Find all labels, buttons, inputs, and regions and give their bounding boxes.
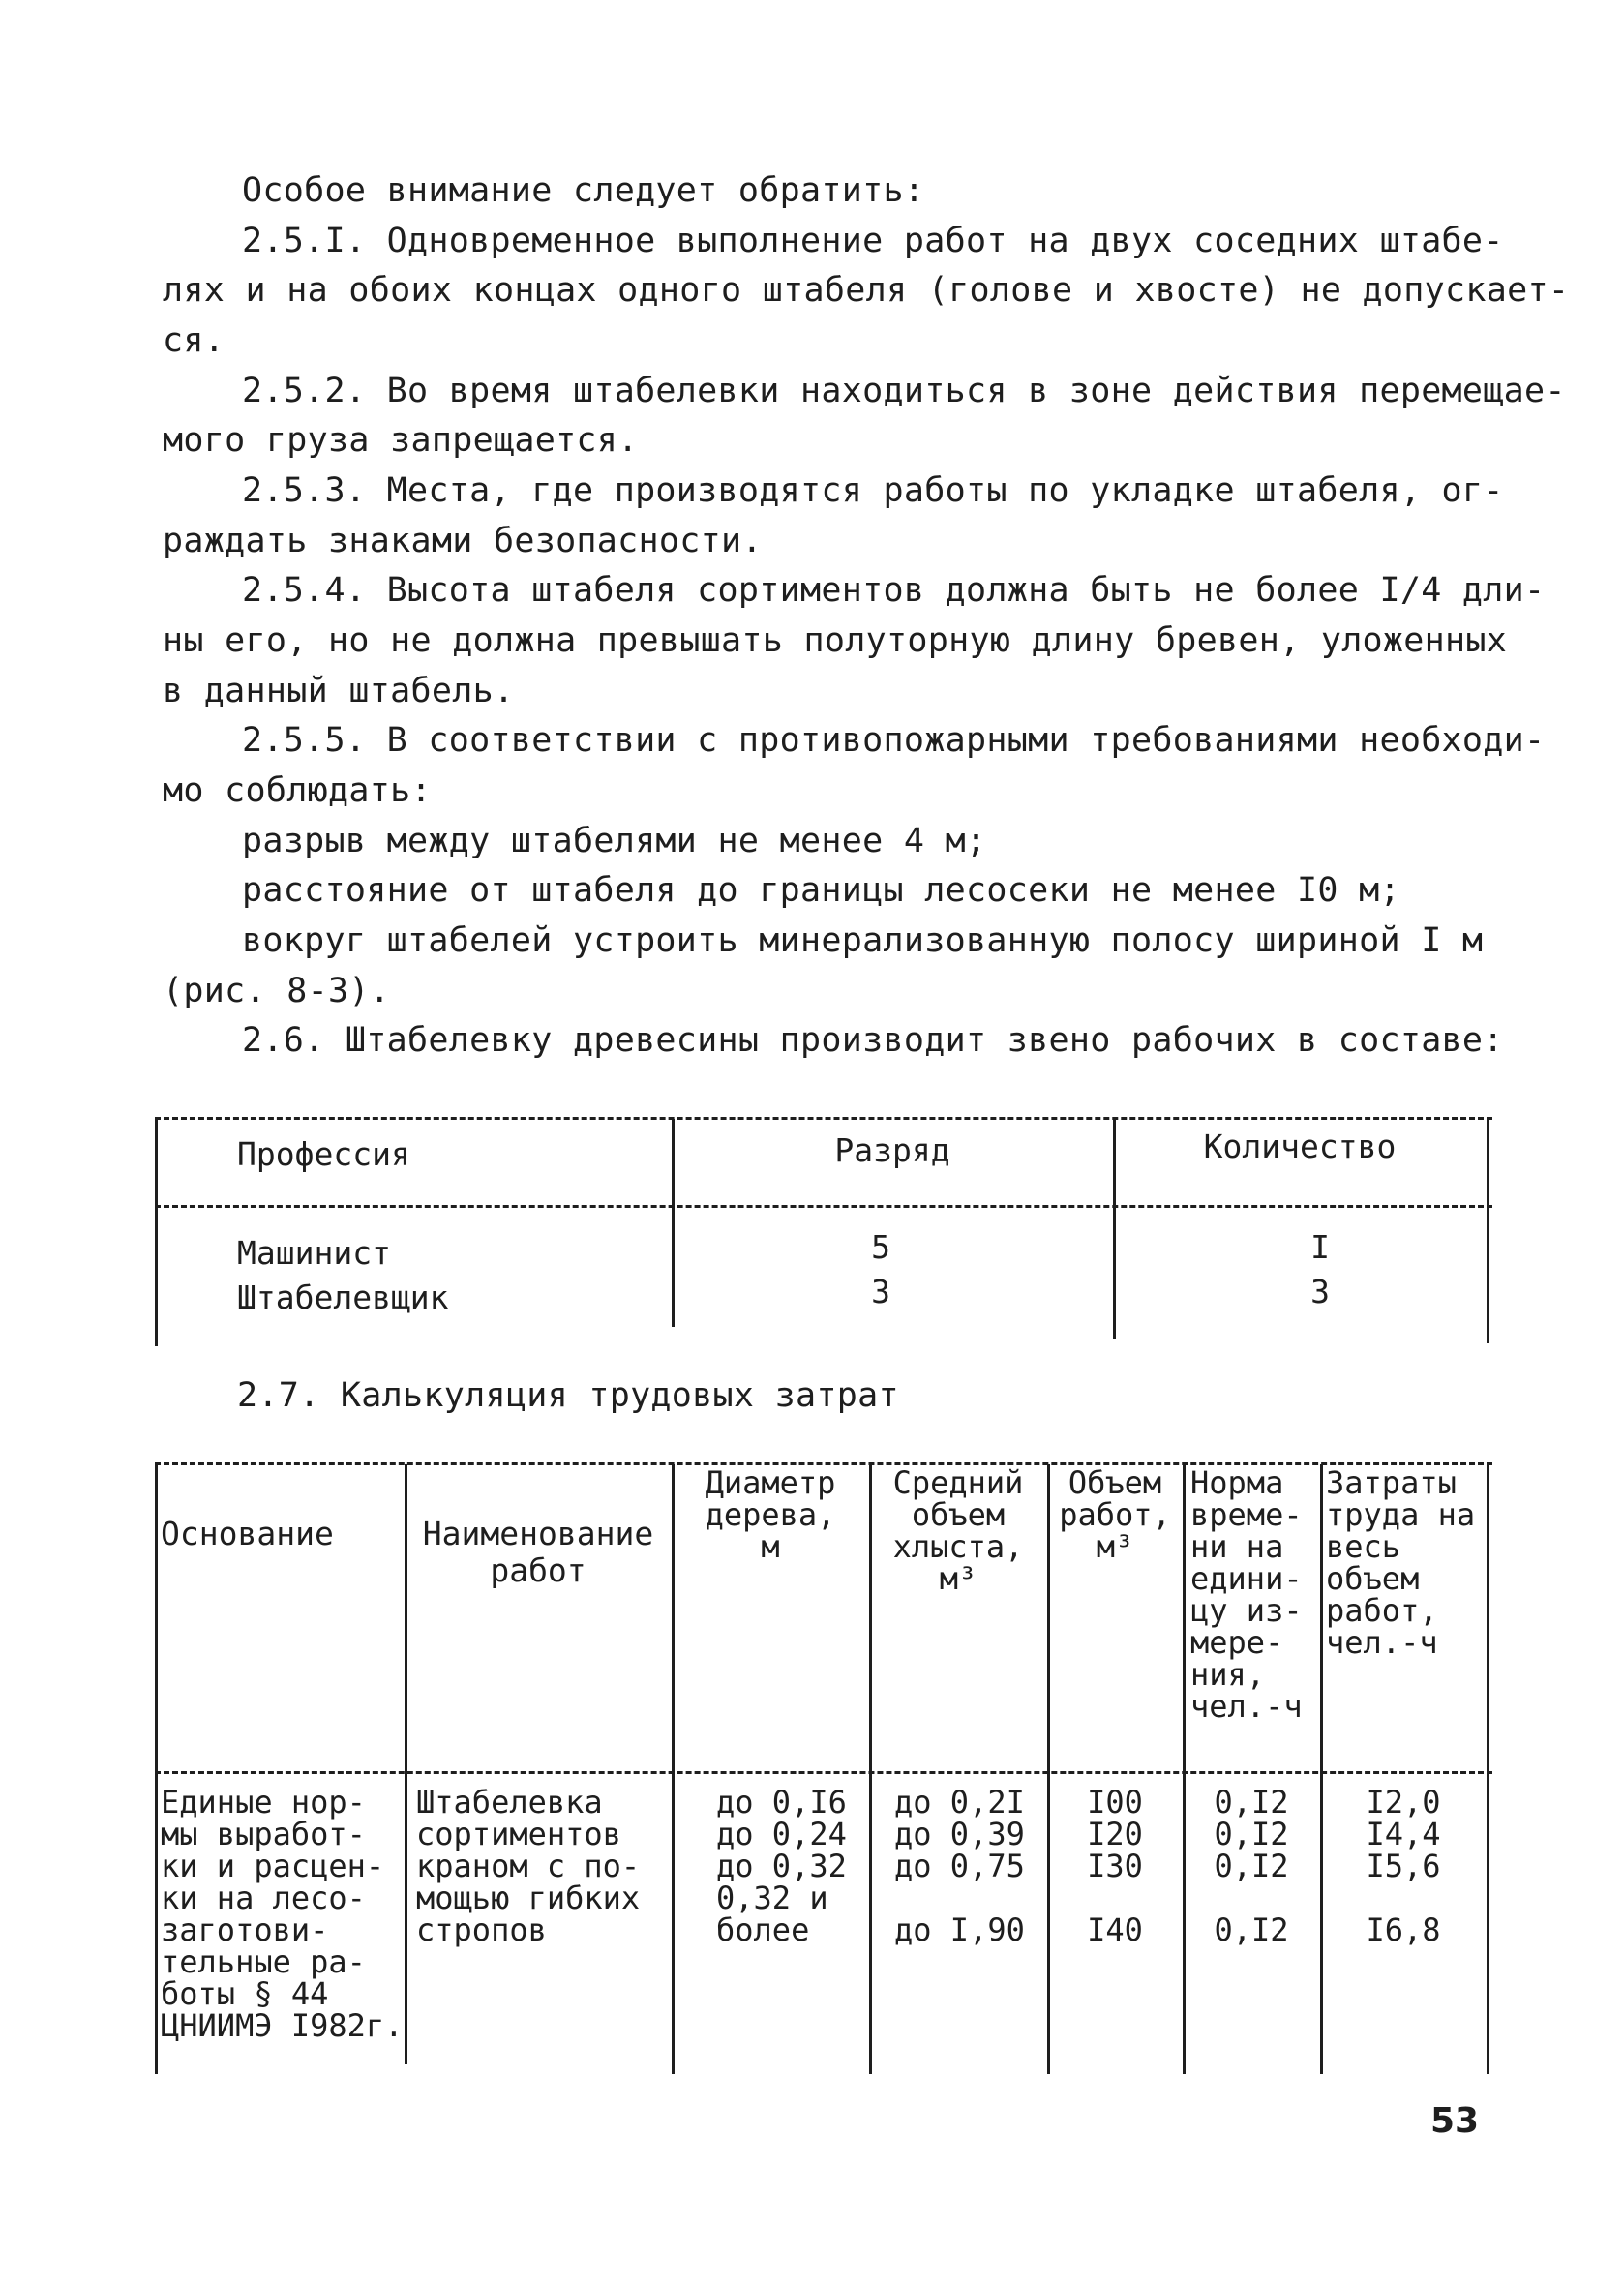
text-line: 2.5.5. В соответствии с противопожарными требованиями необходи- xyxy=(242,721,1546,760)
table-rule xyxy=(155,1771,1492,1774)
text-line: Особое внимание следует обратить: xyxy=(242,171,925,210)
text-line: 2.5.4. Высота штабеля сортиментов должна быть не более I/4 дли- xyxy=(242,571,1546,610)
crew-row-profession: Машинист xyxy=(237,1234,391,1272)
table-rule xyxy=(672,1119,675,1327)
text-line: (рис. 8-3). xyxy=(163,972,391,1010)
table-rule xyxy=(155,1464,158,2074)
text-line: мого груза запрещается. xyxy=(163,421,639,460)
calc-header-volume: Средний объем хлыста, м³ xyxy=(892,1464,1024,1597)
text-line: вокруг штабелей устроить минерализованную полосу шириной I м xyxy=(242,921,1484,960)
text-line: мо соблюдать: xyxy=(163,771,432,810)
crew-header-profession: Профессия xyxy=(237,1135,410,1173)
calc-row-diameter: до 0,I6 до 0,24 до 0,32 0,32 и более xyxy=(716,1784,847,1948)
calc-header-amount: Объем работ, м³ xyxy=(1059,1464,1171,1565)
table-rule xyxy=(1183,1464,1186,2074)
table-rule xyxy=(155,1117,1492,1120)
text-line: ся. xyxy=(163,321,226,360)
calc-row-amount: I00 I20 I30 I40 xyxy=(1087,1784,1143,1948)
table-rule xyxy=(1320,1464,1323,2074)
section-heading: 2.7. Калькуляция трудовых затрат xyxy=(237,1376,899,1415)
crew-row-count: 3 xyxy=(1310,1273,1330,1310)
text-line: ны его, но не должна превышать полуторную длину бревен, уложенных xyxy=(163,621,1508,660)
text-line: 2.5.3. Места, где производятся работы по укладке штабеля, ог- xyxy=(242,471,1504,510)
table-rule xyxy=(869,1464,872,2074)
text-line: 2.6. Штабелевку древесины производит звено рабочих в составе: xyxy=(242,1021,1504,1060)
crew-header-count: Количество xyxy=(1203,1128,1397,1165)
calc-row-volume: до 0,2I до 0,39 до 0,75 до I,90 xyxy=(894,1784,1025,1948)
text-line: разрыв между штабелями не менее 4 м; xyxy=(242,822,987,860)
crew-row-grade: 5 xyxy=(871,1228,890,1266)
text-line: 2.5.I. Одновременное выполнение работ на двух соседних штабе- xyxy=(242,222,1504,260)
calc-row-basis: Единые нор- мы выработ- ки и расцен- ки на лесо- заготови- тельные ра- боты § 44 ЦНИИМЭ I982г. xyxy=(161,1784,404,2044)
table-rule xyxy=(672,1464,675,2074)
text-line: лях и на обоих концах одного штабеля (голове и хвосте) не допускает- xyxy=(163,271,1570,310)
crew-header-grade: Разряд xyxy=(834,1131,950,1169)
calc-row-norm: 0,I2 0,I2 0,I2 0,I2 xyxy=(1214,1784,1289,1948)
table-rule xyxy=(405,1464,407,2064)
calc-row-cost: I2,0 I4,4 I5,6 I6,8 xyxy=(1366,1784,1441,1948)
table-rule xyxy=(155,1205,1492,1208)
table-rule xyxy=(1487,1464,1489,2074)
calc-header-diameter: Диаметр дерева, м xyxy=(705,1464,836,1565)
page-number: 53 xyxy=(1430,2101,1480,2141)
table-rule xyxy=(155,1119,158,1346)
text-line: раждать знаками безопасности. xyxy=(163,522,763,560)
calc-header-cost: Затраты труда на весь объем работ, чел.-ч xyxy=(1326,1464,1476,1661)
text-line: в данный штабель. xyxy=(163,672,515,710)
crew-row-count: I xyxy=(1310,1228,1330,1266)
calc-row-work: Штабелевка сортиментов краном с по- мощью гибких стропов xyxy=(416,1784,641,1948)
crew-row-grade: 3 xyxy=(871,1273,890,1310)
crew-row-profession: Штабелевщик xyxy=(237,1279,449,1316)
text-line: 2.5.2. Во время штабелевки находиться в зоне действия перемещае- xyxy=(242,372,1566,410)
text-line: расстояние от штабеля до границы лесосеки не менее I0 м; xyxy=(242,871,1400,910)
calc-header-norm: Норма време- ни на едини- цу из- мере- ния, чел.-ч xyxy=(1190,1464,1303,1725)
calc-header-work: Наименование работ xyxy=(422,1515,654,1589)
table-rule xyxy=(1113,1119,1116,1339)
calc-header-basis: Основание xyxy=(161,1515,334,1552)
